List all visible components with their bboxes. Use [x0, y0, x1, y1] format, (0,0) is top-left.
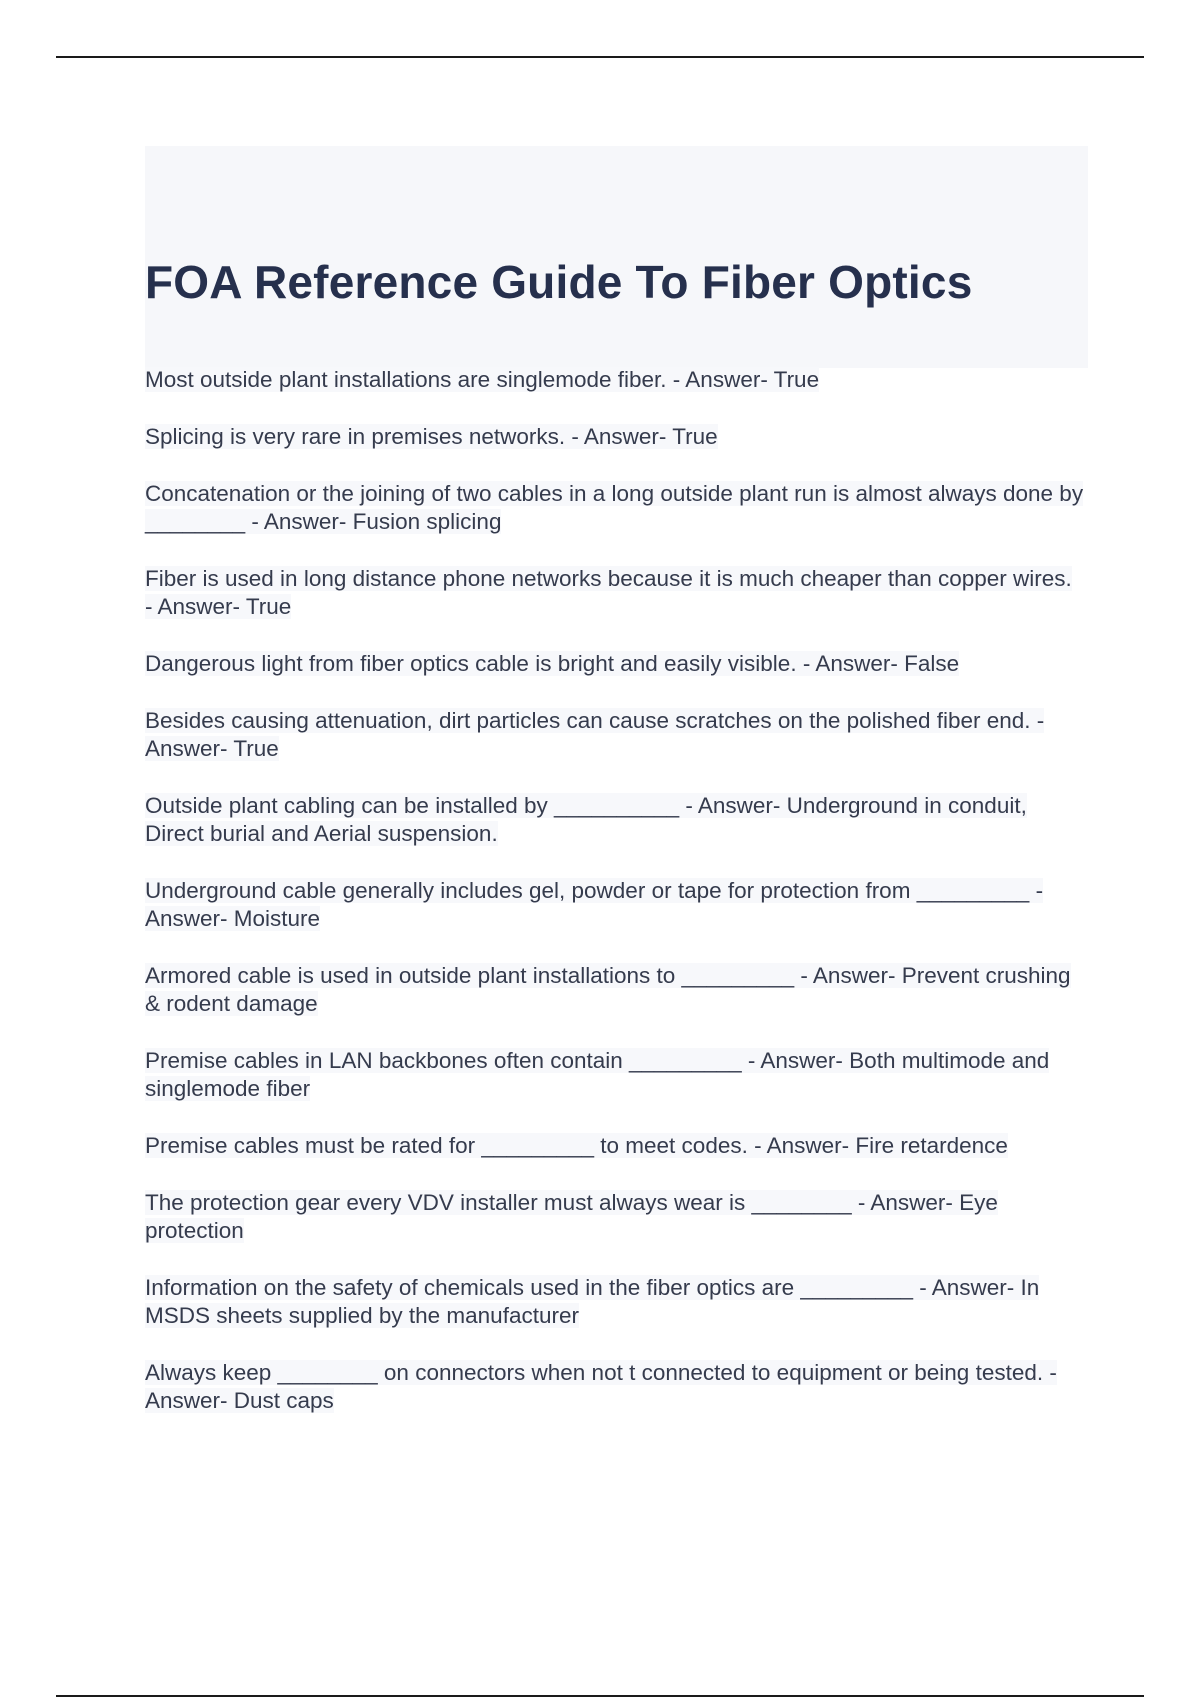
qa-item: Splicing is very rare in premises networks. - Answer- True — [145, 424, 718, 449]
qa-item: Premise cables must be rated for _________ to meet codes. - Answer- Fire retardence — [145, 1133, 1008, 1158]
qa-item: Besides causing attenuation, dirt particles can cause scratches on the polished fiber end. - Answer- True — [145, 708, 1045, 761]
qa-item: Underground cable generally includes gel, powder or tape for protection from _________ - Answer- Moisture — [145, 878, 1044, 931]
top-rule — [56, 56, 1144, 58]
qa-item: Outside plant cabling can be installed by __________ - Answer- Underground in conduit, Direct burial and Aerial suspension. — [145, 793, 1027, 846]
qa-list — [145, 366, 1085, 1444]
document-title: FOA Reference Guide To Fiber Optics — [145, 256, 973, 308]
qa-item: Concatenation or the joining of two cables in a long outside plant run is almost always done by ________ - Answer- Fusion splicing — [145, 481, 1084, 534]
qa-item: Fiber is used in long distance phone networks because it is much cheaper than copper wires. - Answer- True — [145, 566, 1072, 619]
qa-item: Always keep ________ on connectors when not t connected to equipment or being tested. - Answer- Dust caps — [145, 1360, 1057, 1413]
qa-item: Information on the safety of chemicals used in the fiber optics are _________ - Answer- In MSDS sheets supplied by the manufacturer — [145, 1275, 1040, 1328]
qa-item: The protection gear every VDV installer must always wear is ________ - Answer- Eye protection — [145, 1190, 998, 1243]
qa-item: Most outside plant installations are singlemode fiber. - Answer- True — [145, 367, 820, 392]
qa-item: Premise cables in LAN backbones often contain _________ - Answer- Both multimode and singlemode fiber — [145, 1048, 1050, 1101]
qa-item: Armored cable is used in outside plant installations to _________ - Answer- Prevent crushing & rodent damage — [145, 963, 1071, 1016]
bottom-rule — [56, 1695, 1144, 1697]
qa-item: Dangerous light from fiber optics cable is bright and easily visible. - Answer- False — [145, 651, 960, 676]
